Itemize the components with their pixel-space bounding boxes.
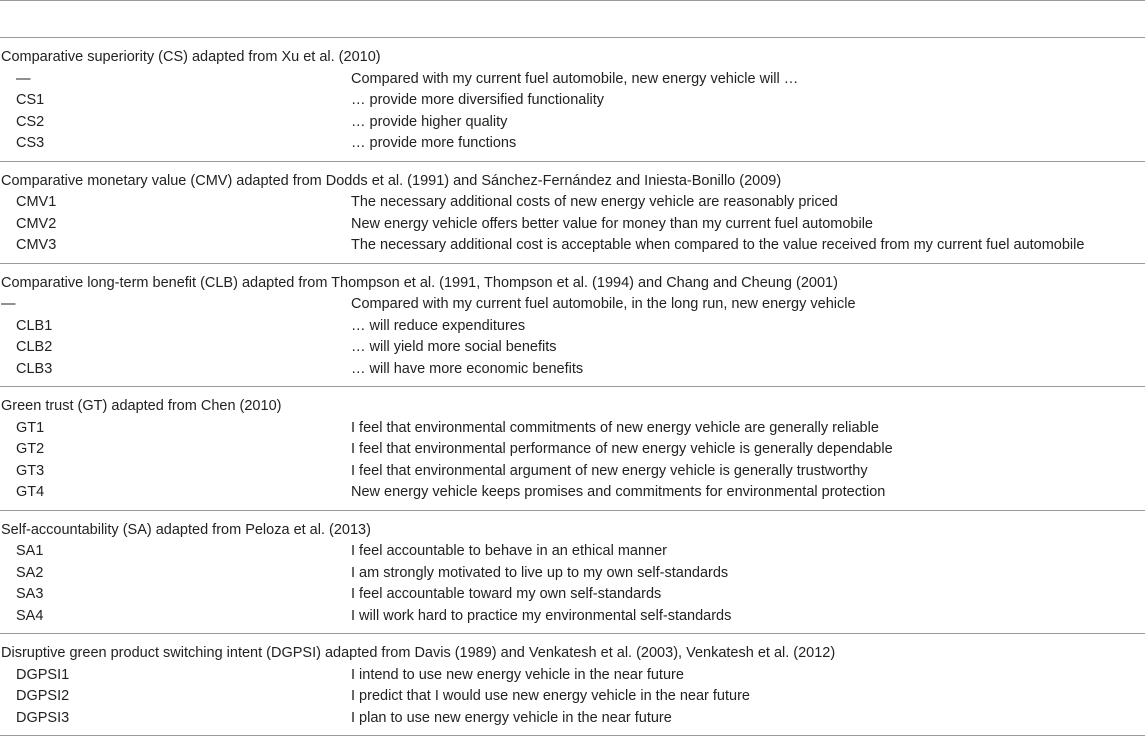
item-code: CLB3: [16, 360, 53, 377]
item-code: GT4: [16, 484, 45, 500]
construct-group-dgpsi: [0, 634, 1145, 736]
item-row: [0, 708, 1145, 730]
item-text: I will work hard to practice my environmental self-standards: [351, 607, 732, 624]
item-text: I feel accountable to behave in an ethical manner: [351, 543, 667, 559]
item-code: SA1: [16, 543, 44, 559]
item-text: … provide more functions: [351, 135, 517, 151]
item-code: SA3: [16, 586, 44, 602]
item-row: [0, 69, 1145, 91]
item-row: [0, 359, 1145, 381]
item-row: [0, 112, 1145, 134]
item-row: [0, 337, 1145, 359]
item-code: DGPSI1: [16, 666, 70, 683]
item-row: [0, 584, 1145, 606]
item-row: [0, 461, 1145, 483]
item-text: … will have more economic benefits: [351, 360, 584, 377]
item-text: … provide more diversified functionality: [351, 92, 605, 108]
item-text: I intend to use new energy vehicle in the near future: [351, 666, 684, 683]
construct-group-cs: [0, 38, 1145, 162]
item-row: [0, 133, 1145, 155]
item-code: —: [16, 70, 31, 87]
item-row: [0, 541, 1145, 563]
group-header: Disruptive green product switching intent (DGPSI) adapted from Davis (1989) and Venkatesh et al. (2003), Venkatesh et al. (2012): [1, 645, 836, 661]
item-row: [0, 192, 1145, 214]
item-code: DGPSI2: [16, 688, 70, 704]
construct-group-gt: [0, 387, 1145, 511]
item-row: [0, 686, 1145, 708]
item-row: [0, 90, 1145, 112]
item-code: DGPSI3: [16, 709, 70, 726]
item-code: GT1: [16, 419, 45, 436]
item-code: SA2: [16, 564, 44, 581]
group-header: Comparative superiority (CS) adapted from Xu et al. (2010): [1, 49, 381, 65]
item-row: [0, 214, 1145, 236]
item-code: CMV2: [16, 215, 57, 232]
item-text: I am strongly motivated to live up to my own self-standards: [351, 564, 729, 581]
item-text: I feel accountable toward my own self-standards: [351, 586, 662, 602]
item-text: The necessary additional cost is acceptable when compared to the value received from my current fuel automobile: [351, 237, 1085, 253]
item-text: … will reduce expenditures: [351, 317, 526, 334]
group-header: Comparative long-term benefit (CLB) adapted from Thompson et al. (1991, Thompson et al. (1994) and Chang and Cheung (2001): [1, 274, 838, 291]
item-code: GT2: [16, 441, 45, 457]
item-row: [0, 482, 1145, 504]
item-code: CLB1: [16, 317, 53, 334]
group-header: Self-accountability (SA) adapted from Peloza et al. (2013): [1, 521, 371, 538]
item-code: CS1: [16, 92, 45, 108]
item-code: CS3: [16, 135, 45, 151]
item-row: [0, 418, 1145, 440]
item-text: I plan to use new energy vehicle in the near future: [351, 709, 672, 726]
item-text: New energy vehicle offers better value for money than my current fuel automobile: [351, 215, 873, 232]
item-row: [0, 563, 1145, 585]
item-text: … provide higher quality: [351, 113, 508, 130]
item-row: [0, 294, 1145, 316]
item-text: Compared with my current fuel automobile, in the long run, new energy vehicle: [351, 296, 856, 312]
item-text: New energy vehicle keeps promises and commitments for environmental protection: [351, 484, 886, 500]
item-code: —: [1, 296, 16, 312]
item-text: The necessary additional costs of new energy vehicle are reasonably priced: [351, 194, 838, 210]
construct-group-clb: [0, 264, 1145, 388]
item-text: … will yield more social benefits: [351, 339, 557, 355]
group-header: Green trust (GT) adapted from Chen (2010): [1, 398, 282, 414]
item-row: [0, 235, 1145, 257]
item-text: I feel that environmental argument of new energy vehicle is generally trustworthy: [351, 462, 868, 479]
item-row: [0, 439, 1145, 461]
item-text: I feel that environmental commitments of new energy vehicle are generally reliable: [351, 419, 879, 436]
item-row: [0, 316, 1145, 338]
table-header-rule: [0, 0, 1145, 38]
item-code: GT3: [16, 462, 45, 479]
item-code: CMV3: [16, 237, 57, 253]
item-text: I predict that I would use new energy vehicle in the near future: [351, 688, 750, 704]
item-row: [0, 665, 1145, 687]
item-text: I feel that environmental performance of new energy vehicle is generally dependable: [351, 441, 893, 457]
item-code: CMV1: [16, 194, 57, 210]
construct-group-sa: [0, 511, 1145, 635]
item-row: [0, 606, 1145, 628]
construct-group-cmv: [0, 162, 1145, 264]
item-code: CS2: [16, 113, 45, 130]
item-code: SA4: [16, 607, 44, 624]
item-code: CLB2: [16, 339, 53, 355]
group-header: Comparative monetary value (CMV) adapted from Dodds et al. (1991) and Sánchez-Fernández and Iniesta-Bonillo (2009): [1, 172, 782, 189]
item-text: Compared with my current fuel automobile, new energy vehicle will …: [351, 70, 799, 87]
